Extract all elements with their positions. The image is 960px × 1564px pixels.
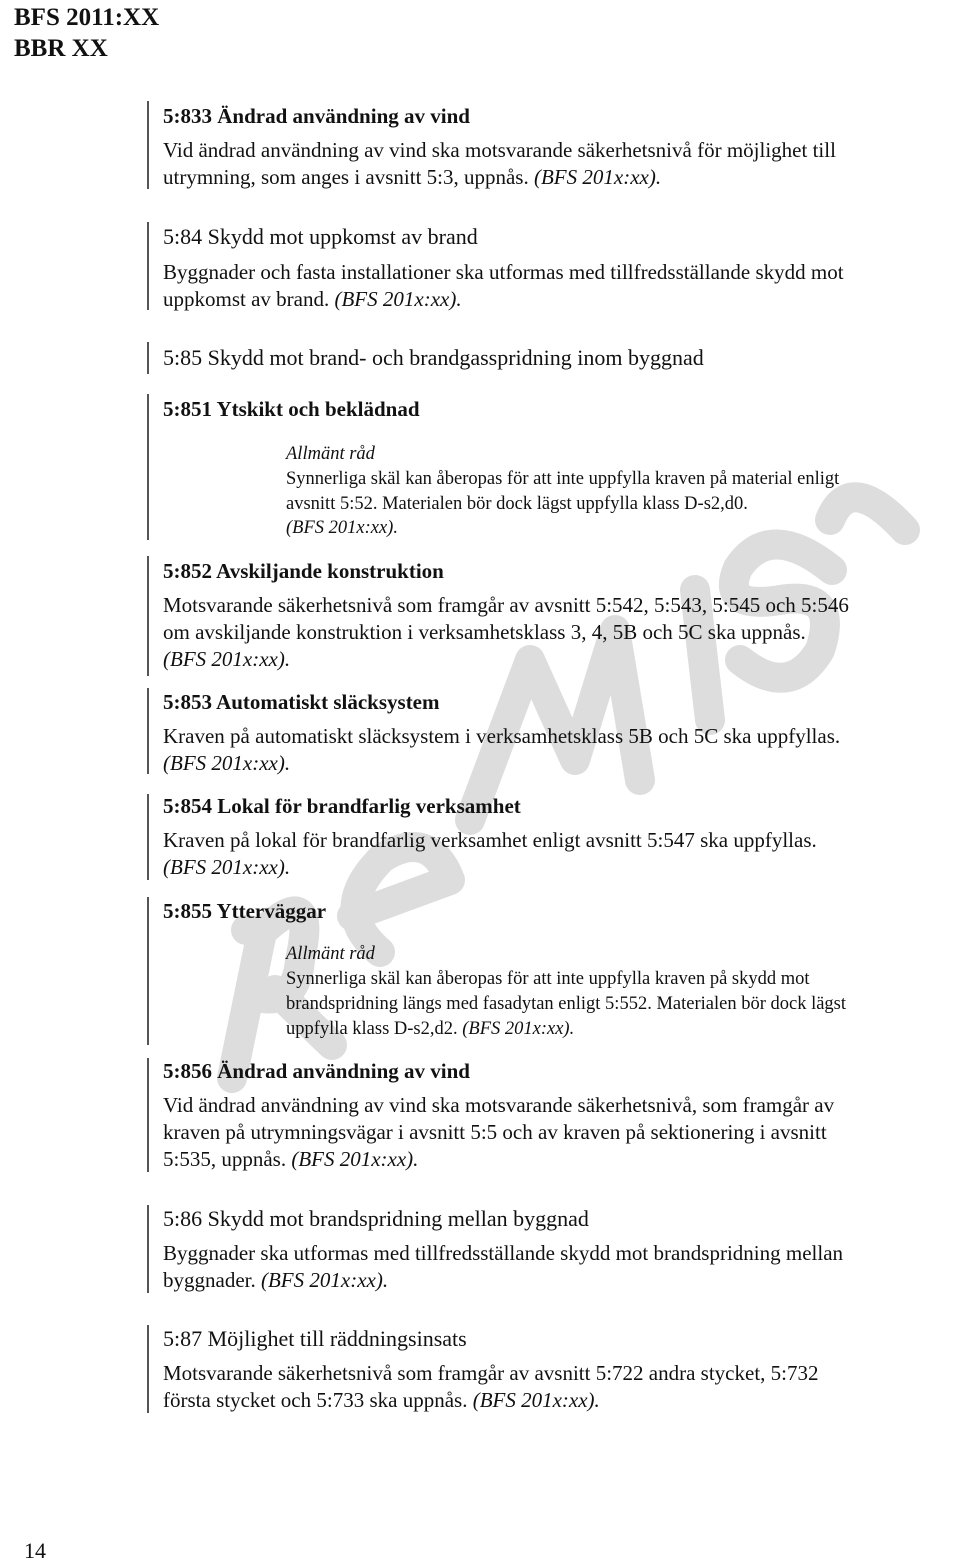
section-text-5-854-line1: Kraven på lokal för brandfarlig verksamhet enligt avsnitt 5:547 ska uppfyllas. (163, 828, 817, 852)
section-heading-5-854: 5:854 Lokal för brandfarlig verksamhet (163, 794, 521, 818)
section-text-5-856-line3: 5:535, uppnås. (BFS 201x:xx). (163, 1147, 419, 1171)
bfs-reference: (BFS 201x:xx). (472, 1388, 600, 1412)
section-heading-5-856: 5:856 Ändrad användning av vind (163, 1059, 470, 1083)
advice-text-5-855-line3: uppfylla klass D-s2,d2. (BFS 201x:xx). (286, 1019, 575, 1039)
bfs-reference: (BFS 201x:xx). (260, 1268, 389, 1292)
bfs-reference: (BFS 201x:xx). (334, 287, 462, 311)
section-text-5-84-line1: Byggnader och fasta installationer ska utformas med tillfredsställande skydd mot (163, 260, 844, 284)
section-text-5-833-line1: Vid ändrad användning av vind ska motsvarande säkerhetsnivå för möjlighet till (163, 138, 836, 162)
section-heading-5-86: 5:86 Skydd mot brandspridning mellan byggnad (163, 1206, 589, 1231)
bfs-reference: (BFS 201x:xx). (163, 751, 291, 775)
section-text-5-852-line1: Motsvarande säkerhetsnivå som framgår av avsnitt 5:542, 5:543, 5:545 och 5:546 (163, 593, 849, 617)
bfs-reference: (BFS 201x:xx). (533, 165, 662, 189)
section-text-5-86-line2: byggnader. (BFS 201x:xx). (163, 1268, 389, 1292)
bfs-reference: (BFS 201x:xx). (286, 518, 398, 538)
change-bar (147, 1058, 149, 1172)
section-text-5-87-line1: Motsvarande säkerhetsnivå som framgår av avsnitt 5:722 andra stycket, 5:732 (163, 1361, 819, 1385)
general-advice-label: Allmänt råd (286, 944, 375, 964)
bfs-reference: (BFS 201x:xx). (163, 647, 291, 671)
section-heading-5-851: 5:851 Ytskikt och beklädnad (163, 397, 420, 421)
change-bar (147, 794, 149, 880)
section-text-5-84-line2: uppkomst av brand. (BFS 201x:xx). (163, 287, 462, 311)
change-bar (147, 101, 149, 189)
change-bar (147, 688, 149, 774)
general-advice-label: Allmänt råd (286, 444, 375, 464)
section-text-5-856-line2: kraven på utrymningsvägar i avsnitt 5:5 och av kraven på sektionering i avsnitt (163, 1120, 827, 1144)
change-bar (147, 394, 149, 540)
section-heading-5-84: 5:84 Skydd mot uppkomst av brand (163, 224, 478, 249)
section-text-5-833-line2: utrymning, som anges i avsnitt 5:3, uppnås. (BFS 201x:xx). (163, 165, 662, 189)
advice-text-5-851-line2: avsnitt 5:52. Materialen bör dock lägst uppfylla klass D-s2,d0. (286, 494, 748, 514)
section-text-5-853-line1: Kraven på automatiskt släcksystem i verksamhetsklass 5B och 5C ska uppfyllas. (163, 724, 841, 748)
section-text-5-852-line2: om avskiljande konstruktion i verksamhetsklass 3, 4, 5B och 5C ska uppnås. (163, 620, 806, 644)
section-heading-5-852: 5:852 Avskiljande konstruktion (163, 559, 444, 583)
bfs-reference: (BFS 201x:xx). (163, 855, 291, 879)
section-heading-5-833: 5:833 Ändrad användning av vind (163, 104, 470, 128)
change-bar (147, 342, 149, 374)
advice-text-5-851-line1: Synnerliga skäl kan åberopas för att inte uppfylla kraven på material enligt (286, 469, 840, 489)
section-text-5-86-line1: Byggnader ska utformas med tillfredsställande skydd mot brandspridning mellan (163, 1241, 844, 1265)
section-text-5-87-line2: första stycket och 5:733 ska uppnås. (BFS 201x:xx). (163, 1388, 600, 1412)
change-bar (147, 897, 149, 1045)
section-heading-5-853: 5:853 Automatiskt släcksystem (163, 690, 440, 714)
advice-text-5-855-line1: Synnerliga skäl kan åberopas för att inte uppfylla kraven på skydd mot (286, 969, 810, 989)
section-text-5-856-line1: Vid ändrad användning av vind ska motsvarande säkerhetsnivå, som framgår av (163, 1093, 835, 1117)
header-bbr-number: BBR XX (14, 35, 108, 62)
change-bar (147, 222, 149, 310)
section-heading-5-855: 5:855 Ytterväggar (163, 899, 327, 923)
section-heading-5-87: 5:87 Möjlighet till räddningsinsats (163, 1326, 467, 1351)
change-bar (147, 1205, 149, 1293)
section-heading-5-85: 5:85 Skydd mot brand- och brandgasspridning inom byggnad (163, 345, 704, 370)
bfs-reference: (BFS 201x:xx). (291, 1147, 419, 1171)
bfs-reference: (BFS 201x:xx). (462, 1019, 575, 1039)
advice-text-5-855-line2: brandspridning längs med fasadytan enligt 5:552. Materialen bör dock lägst (286, 994, 847, 1014)
header-bfs-number: BFS 2011:XX (14, 4, 160, 31)
change-bar (147, 1325, 149, 1413)
document-header (14, 2, 159, 64)
change-bar (147, 556, 149, 676)
page-number: 14 (24, 1538, 46, 1563)
